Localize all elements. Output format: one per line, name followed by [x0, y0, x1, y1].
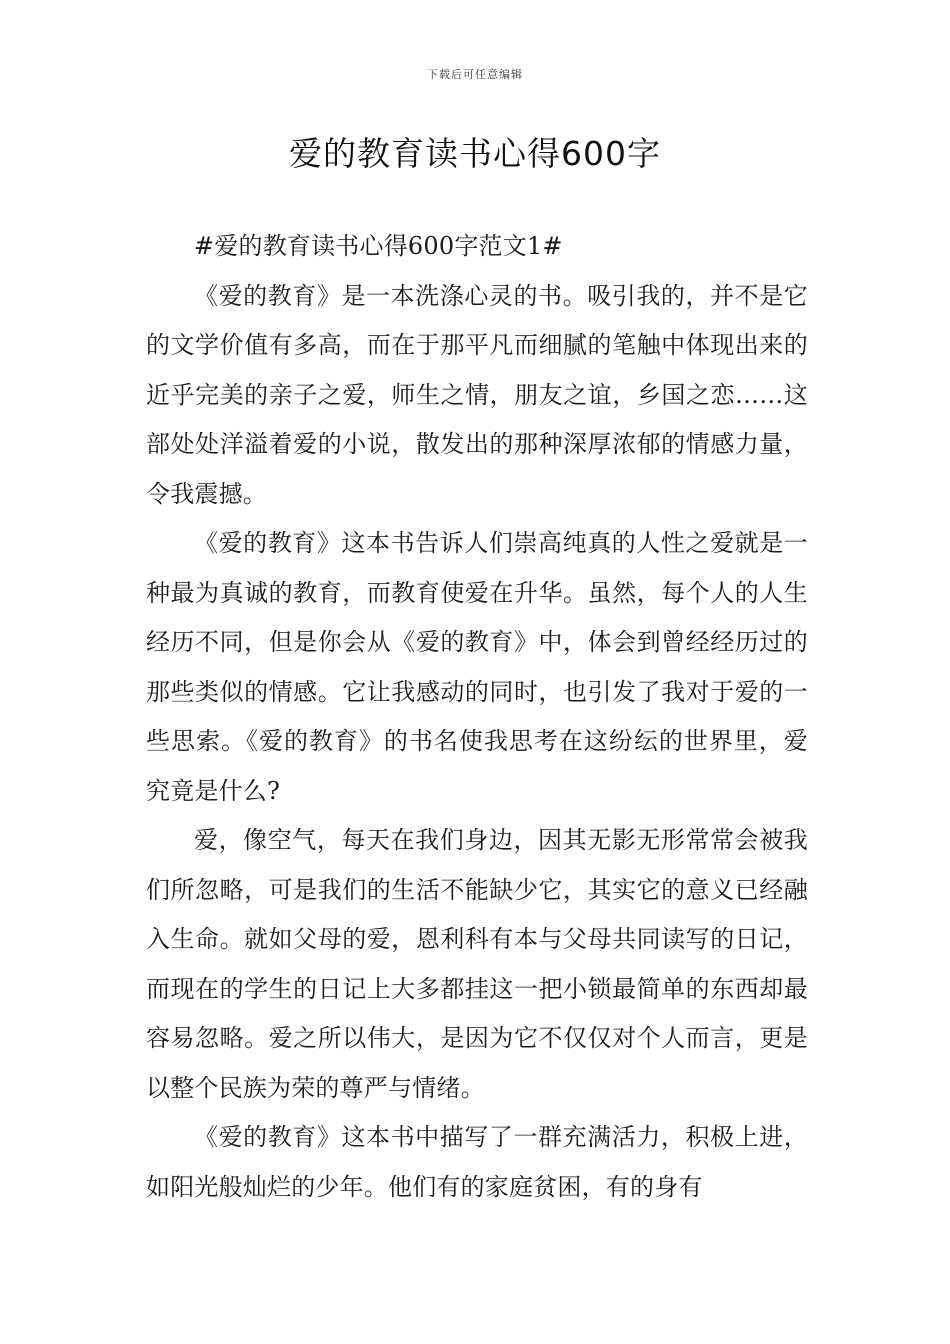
paragraph: 爱，像空气，每天在我们身边，因其无影无形常常会被我们所忽略，可是我们的生活不能缺少它，其实它的意义已经融入生命。就如父母的爱，恩利科有本与父母共同读写的日记，而现在的学生的日记上大多都挂这一把小锁最简单的东西却最容易忽略。爱之所以伟大，是因为它不仅仅对个人而言，更是以整个民族为荣的尊严与情绪。 — [146, 826, 808, 1102]
page-title: 爱的教育读书心得600字 — [289, 134, 661, 173]
paragraph: 《爱的教育》这本书告诉人们崇高纯真的人性之爱就是一种最为真诚的教育，而教育使爱在升华。虽然，每个人的人生经历不同，但是你会从《爱的教育》中，体会到曾经经历过的那些类似的情感。它让我感动的同时，也引发了我对于爱的一些思索。《爱的教育》的书名使我思考在这纷纭的世界里，爱究竟是什么? — [146, 529, 808, 805]
header-note: 下载后可任意编辑 — [427, 68, 523, 81]
document-body — [146, 222, 808, 1212]
paragraph: 《爱的教育》这本书中描写了一群充满活力，积极上进，如阳光般灿烂的少年。他们有的家庭贫困，有的身有 — [146, 1123, 808, 1201]
paragraph: 《爱的教育》是一本洗涤心灵的书。吸引我的，并不是它的文学价值有多高，而在于那平凡而细腻的笔触中体现出来的近乎完美的亲子之爱，师生之情，朋友之谊，乡国之恋……这部处处洋溢着爱的小说，散发出的那种深厚浓郁的情感力量，令我震撼。 — [146, 281, 808, 508]
section-heading: #爱的教育读书心得600字范文1# — [194, 232, 563, 260]
